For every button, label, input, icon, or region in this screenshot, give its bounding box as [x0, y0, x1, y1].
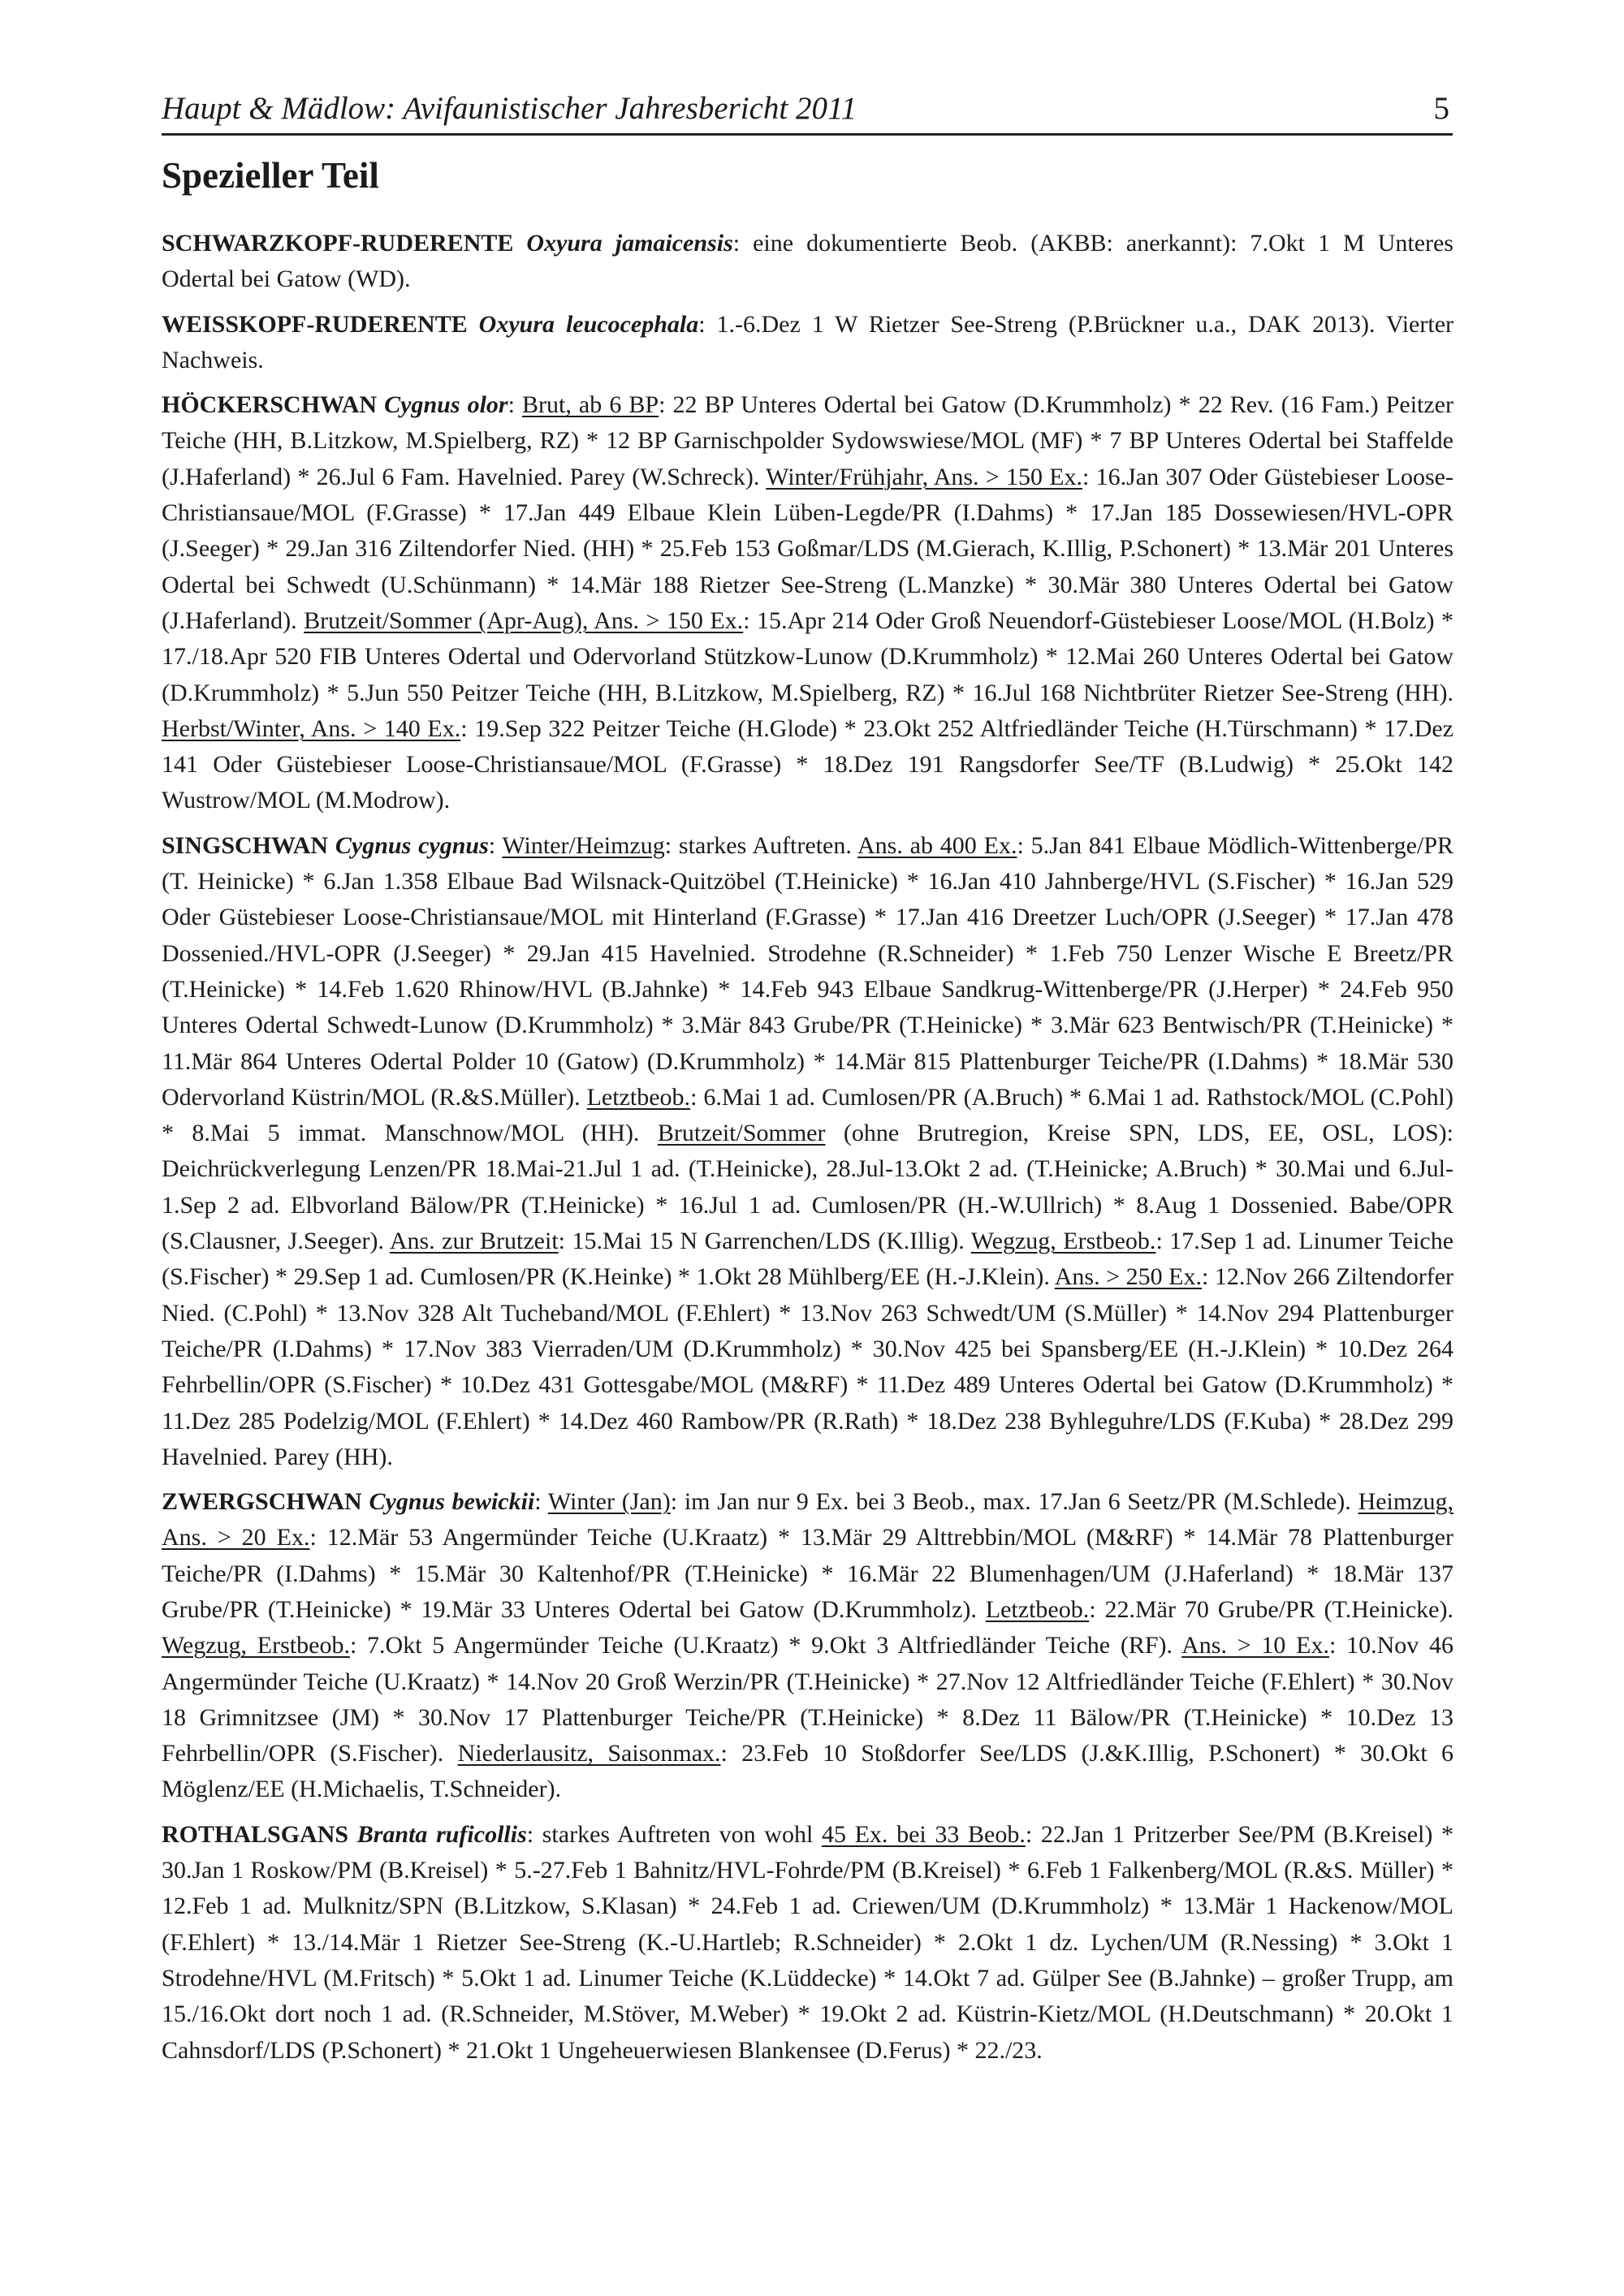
- underlined-category: 45 Ex. bei 33 Beob.: [821, 1820, 1026, 1848]
- species-name: HÖCKERSCHWAN: [162, 391, 378, 419]
- latin-name: Cygnus cygnus: [335, 831, 489, 859]
- entry-text: : 17.Sep 1 ad. Linumer Teiche (S.Fischer) * 29.Sep 1 ad. Cumlosen/PR (K.Heinke) * 1.Okt 28 Mühlberg/EE (H.-J.Klein).: [162, 1228, 1454, 1291]
- entry-text: : 5.Jan 841 Elbaue Mödlich-Wittenberge/PR (T. Heinicke) * 6.Jan 1.358 Elbaue Bad Wilsnack-Quitzöbel (T.Heinicke) * 16.Jan 410 Jahnberge/HVL (S.Fischer) * 16.Jan 529 Oder Güstebieser Loose-Christiansaue/MOL mit Hinterland (F.Grasse) * 17.Jan 416 Dreetzer Luch/OPR (J.Seeger) * 17.Jan 478 Dossenied./HVL-OPR (J.Seeger) * 29.Jan 415 Havelnied. Strodehne (R.Schneider) * 1.Feb 750 Lenzer Wische E Breetz/PR (T.Heinicke) * 14.Feb 1.620 Rhinow/HVL (B.Jahnke) * 14.Feb 943 Elbaue Sandkrug-Wittenberge/PR (J.Herper) * 24.Feb 950 Unteres Odertal Schwedt-Lunow (D.Krummholz) * 3.Mär 843 Grube/PR (T.Heinicke) * 3.Mär 623 Bentwisch/PR (T.Heinicke) * 11.Mär 864 Unteres Odertal Polder 10 (Gatow) (D.Krummholz) * 14.Mär 815 Plattenburger Teiche/PR (I.Dahms) * 18.Mär 530 Odervorland Küstrin/MOL (R.&S.Müller).: [162, 831, 1454, 1111]
- running-title: Haupt & Mädlow: Avifaunistischer Jahresbericht 2011: [162, 91, 857, 126]
- entry-text: : 12.Nov 266 Ziltendorfer Nied. (C.Pohl) * 13.Nov 328 Alt Tucheband/MOL (F.Ehlert) * 13.Nov 263 Schwedt/UM (S.Müller) * 14.Nov 294 Plattenburger Teiche/PR (I.Dahms) * 17.Nov 383 Vierraden/UM (D.Krummholz) * 30.Nov 425 bei Spansberg/EE (H.-J.Klein) * 10.Dez 264 Fehrbellin/OPR (S.Fischer) * 10.Dez 431 Gottesgabe/MOL (M&RF) * 11.Dez 489 Unteres Odertal bei Gatow (D.Krummholz) * 11.Dez 285 Podelzig/MOL (F.Ehlert) * 14.Dez 460 Rambow/PR (R.Rath) * 18.Dez 238 Byhleguhre/LDS (F.Kuba) * 28.Dez 299 Havelnied. Parey (HH).: [162, 1263, 1454, 1470]
- underlined-category: Heimzug, Ans. > 20 Ex.: [162, 1488, 1454, 1552]
- latin-name: Cygnus olor: [384, 391, 508, 419]
- underlined-category: Brut, ab 6 BP: [522, 391, 659, 419]
- underlined-category: Brutzeit/Sommer: [657, 1120, 826, 1147]
- underlined-category: Ans. > 250 Ex.: [1054, 1263, 1202, 1291]
- entry-text: : 7.Okt 5 Angermünder Teiche (U.Kraatz) * 9.Okt 3 Altfriedländer Teiche (RF).: [349, 1632, 1182, 1659]
- underlined-category: Letztbeob.: [586, 1083, 691, 1111]
- latin-name: Cygnus bewickii: [369, 1488, 535, 1516]
- entry-text: : 6.Mai 1 ad. Cumlosen/PR (A.Bruch) * 6.Mai 1 ad. Rathstock/MOL (C.Pohl) * 8.Mai 5 immat. Manschnow/MOL (HH).: [162, 1083, 1453, 1147]
- underlined-category: Winter/Heimzug: [502, 831, 665, 859]
- species-name: SINGSCHWAN: [162, 831, 329, 859]
- underlined-category: Ans. > 10 Ex.: [1181, 1632, 1329, 1659]
- underlined-category: Niederlausitz, Saisonmax.: [457, 1740, 721, 1767]
- entry-text: : 23.Feb 10 Stoßdorfer See/LDS (J.&K.Illig, P.Schonert) * 30.Okt 6 Möglenz/EE (H.Michaelis, T.Schneider).: [162, 1740, 1453, 1803]
- underlined-category: Wegzug, Erstbeob.: [970, 1228, 1156, 1255]
- underlined-category: Brutzeit/Sommer (Apr-Aug), Ans. > 150 Ex.: [304, 606, 744, 634]
- underlined-category: Letztbeob.: [985, 1595, 1090, 1623]
- entry-text: : 19.Sep 322 Peitzer Teiche (H.Glode) * 23.Okt 252 Altfriedländer Teiche (H.Türschmann) * 17.Dez 141 Oder Güstebieser Loose-Christiansaue/MOL (F.Grasse) * 18.Dez 191 Rangsdorfer See/TF (B.Ludwig) * 25.Okt 142 Wustrow/MOL (M.Modrow).: [162, 714, 1453, 814]
- entry-text: : 16.Jan 307 Oder Güstebieser Loose-Christiansaue/MOL (F.Grasse) * 17.Jan 449 Elbaue Klein Lüben-Legde/PR (I.Dahms) * 17.Jan 185 Dossewiesen/HVL-OPR (J.Seeger) * 29.Jan 316 Ziltendorfer Nied. (HH) * 25.Feb 153 Goßmar/LDS (M.Gierach, K.Illig, P.Schonert) * 13.Mär 201 Unteres Odertal bei Schwedt (U.Schünmann) * 14.Mär 188 Rietzer See-Streng (L.Manzke) * 30.Mär 380 Unteres Odertal bei Gatow (J.Haferland).: [162, 463, 1453, 634]
- entry-text: : 15.Apr 214 Oder Groß Neuendorf-Güstebieser Loose/MOL (H.Bolz) * 17./18.Apr 520 FIB Unteres Odertal und Odervorland Stützkow-Lunow (D.Krummholz) * 12.Mai 260 Unteres Odertal bei Gatow (D.Krummholz) * 5.Jun 550 Peitzer Teiche (HH, B.Litzkow, M.Spielberg, RZ) * 16.Jul 168 Nichtbrüter Rietzer See-Streng (HH).: [162, 606, 1453, 706]
- page-number: 5: [1433, 91, 1449, 126]
- entry-text: : im Jan nur 9 Ex. bei 3 Beob., max. 17.Jan 6 Seetz/PR (M.Schlede).: [670, 1488, 1358, 1516]
- species-name: WEISSKOPF-RUDERENTE: [162, 310, 468, 338]
- underlined-category: Winter (Jan): [547, 1488, 671, 1516]
- species-entry: [162, 1484, 1453, 1808]
- entry-text: :: [488, 831, 503, 859]
- entry-text: : 1.-6.Dez 1 W Rietzer See-Streng (P.Brückner u.a., DAK 2013). Vierter Nachweis.: [162, 310, 1454, 373]
- species-entry: [162, 307, 1453, 379]
- species-entry: [162, 387, 1453, 819]
- latin-name: Branta ruficollis: [356, 1820, 527, 1848]
- running-header: [162, 81, 1453, 136]
- entry-text: : 22 BP Unteres Odertal bei Gatow (D.Krummholz) * 22 Rev. (16 Fam.) Peitzer Teiche (HH, B.Litzkow, M.Spielberg, RZ) * 12 BP Garnischpolder Sydowswiese/MOL (MF) * 7 BP Unteres Odertal bei Staffelde (J.Haferland) * 26.Jul 6 Fam. Havelnied. Parey (W.Schreck).: [162, 391, 1453, 490]
- species-name: ROTHALSGANS: [162, 1820, 349, 1848]
- species-entry: [162, 226, 1453, 298]
- entry-text: : 22.Jan 1 Pritzerber See/PM (B.Kreisel) * 30.Jan 1 Roskow/PM (B.Kreisel) * 5.-27.Feb 1 Bahnitz/HVL-Fohrde/PM (B.Kreisel) * 6.Feb 1 Falkenberg/MOL (R.&S. Müller) * 12.Feb 1 ad. Mulknitz/SPN (B.Litzkow, S.Klasan) * 24.Feb 1 ad. Criewen/UM (D.Krummholz) * 13.Mär 1 Hackenow/MOL (F.Ehlert) * 13./14.Mär 1 Rietzer See-Streng (K.-U.Hartleb; R.Schneider) * 2.Okt 1 dz. Lychen/UM (R.Nessing) * 3.Okt 1 Strodehne/HVL (M.Fritsch) * 5.Okt 1 ad. Linumer Teiche (K.Lüddecke) * 14.Okt 7 ad. Gülper See (B.Jahnke) – großer Trupp, am 15./16.Okt dort noch 1 ad. (R.Schneider, M.Stöver, M.Weber) * 19.Okt 2 ad. Küstrin-Kietz/MOL (H.Deutschmann) * 20.Okt 1 Cahnsdorf/LDS (P.Schonert) * 21.Okt 1 Ungeheuerwiesen Blankensee (D.Ferus) * 22./23.: [162, 1820, 1453, 2064]
- entry-text: : 12.Mär 53 Angermünder Teiche (U.Kraatz) * 13.Mär 29 Alttrebbin/MOL (M&RF) * 14.Mär 78 Plattenburger Teiche/PR (I.Dahms) * 15.Mär 30 Kaltenhof/PR (T.Heinicke) * 16.Mär 22 Blumenhagen/UM (J.Haferland) * 18.Mär 137 Grube/PR (T.Heinicke) * 19.Mär 33 Unteres Odertal bei Gatow (D.Krummholz).: [162, 1524, 1453, 1623]
- species-entries: [162, 226, 1453, 2078]
- species-entry: [162, 828, 1453, 1475]
- species-entry: [162, 1817, 1453, 2069]
- underlined-category: Wegzug, Erstbeob.: [162, 1632, 350, 1659]
- entry-text: :: [508, 391, 523, 419]
- entry-text: : starkes Auftreten von wohl: [526, 1820, 822, 1848]
- entry-text: : 15.Mai 15 N Garrenchen/LDS (K.Illig).: [558, 1228, 971, 1255]
- entry-text: : starkes Auftreten.: [664, 831, 858, 859]
- entry-text: : 22.Mär 70 Grube/PR (T.Heinicke).: [1089, 1595, 1453, 1623]
- latin-name: Oxyura jamaicensis: [526, 230, 733, 257]
- species-name: ZWERGSCHWAN: [162, 1488, 362, 1516]
- underlined-category: Ans. ab 400 Ex.: [857, 831, 1017, 859]
- section-title: Spezieller Teil: [162, 155, 379, 196]
- entry-text: : eine dokumentierte Beob. (AKBB: anerkannt): 7.Okt 1 M Unteres Odertal bei Gatow (WD).: [162, 230, 1453, 293]
- species-name: SCHWARZKOPF-RUDERENTE: [162, 230, 514, 257]
- underlined-category: Herbst/Winter, Ans. > 140 Ex.: [162, 714, 461, 742]
- entry-text: (ohne Brutregion, Kreise SPN, LDS, EE, OSL, LOS): Deichrückverlegung Lenzen/PR 18.Mai-21.Jul 1 ad. (T.Heinicke), 28.Jul-13.Okt 2 ad. (T.Heinicke; A.Bruch) * 30.Mai und 6.Jul-1.Sep 2 ad. Elbvorland Bälow/PR (T.Heinicke) * 16.Jul 1 ad. Cumlosen/PR (H.-W.Ullrich) * 8.Aug 1 Dossenied. Babe/OPR (S.Clausner, J.Seeger).: [162, 1120, 1453, 1255]
- latin-name: Oxyura leucocephala: [478, 310, 699, 338]
- entry-text: :: [534, 1488, 548, 1516]
- underlined-category: Winter/Frühjahr, Ans. > 150 Ex.: [766, 463, 1083, 490]
- entry-text: : 10.Nov 46 Angermünder Teiche (U.Kraatz) * 14.Nov 20 Groß Werzin/PR (T.Heinicke) * 27.Nov 12 Altfriedländer Teiche (F.Ehlert) * 30.Nov 18 Grimnitzsee (JM) * 30.Nov 17 Plattenburger Teiche/PR (T.Heinicke) * 8.Dez 11 Bälow/PR (T.Heinicke) * 10.Dez 13 Fehrbellin/OPR (S.Fischer).: [162, 1632, 1453, 1767]
- underlined-category: Ans. zur Brutzeit: [389, 1228, 559, 1255]
